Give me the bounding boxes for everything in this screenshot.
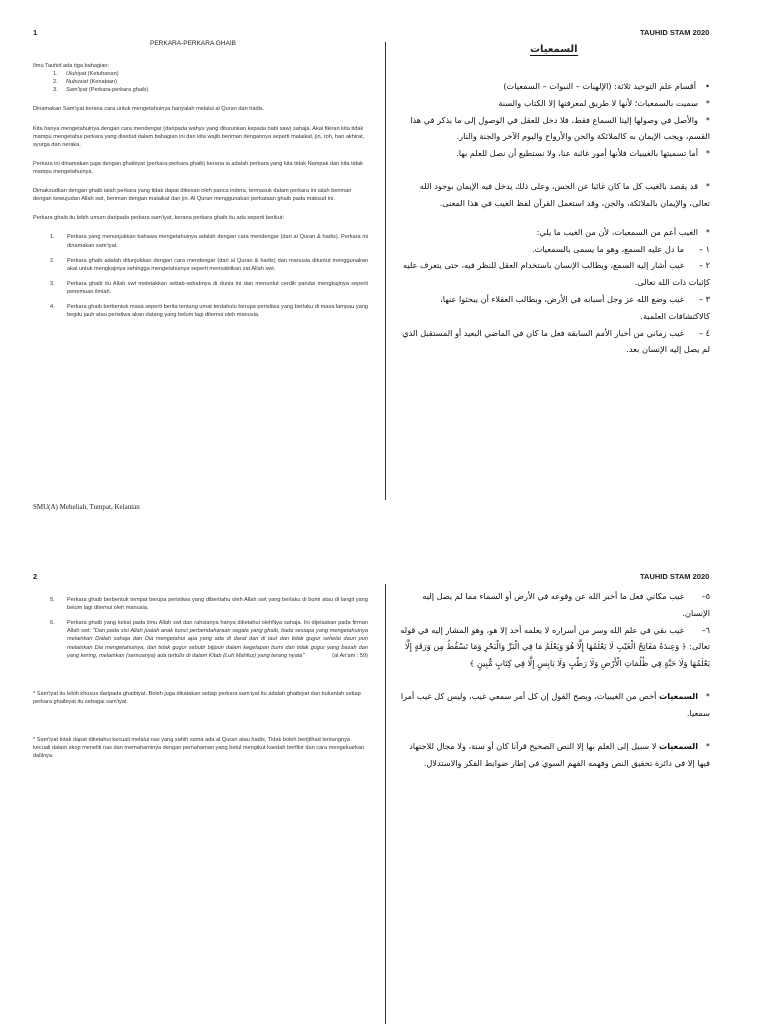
- paragraph: Perkara ghaib itu lebih umum daripada perkara sam'iyat, kerana perkara ghaib itu ada seperti berikut:: [33, 215, 285, 222]
- school-footer: SMU(A) Meheliah, Tumpat, Kelantan: [33, 503, 140, 511]
- arabic-column: [400, 588, 710, 771]
- arabic-item: *سميت بالسمعيات؛ لأنها لا طريق لمعرفتها إلا الكتاب والسنة: [498, 97, 710, 108]
- paragraph: Dimaksudkan dengan ghaib ialah perkara yang tidak dapat dikesan oleh panca indera, termasuk dalam perkara ini ialah beriman dengan kewujudan Allah swt, beriman dengan malaikat dan jin. Al Quran menggunakan perkataan ghaib pada maksud ini.: [33, 188, 352, 203]
- verse-reference: (al An'am : 59): [332, 652, 368, 659]
- arabic-item: ٤ –غيب زماني من أخبار الأمم السابقة فعل ما كان في الماضي البعيد أو المستقبل الذي لم يصل إليه الإنسان بعد.: [402, 327, 710, 355]
- list-item: 3. Sam'iyat (Perkara-perkara ghaib): [53, 87, 149, 94]
- arabic-item: *قد يقصد بالغيب كل ما كان غائبا عن الحس، وعلى ذلك يدخل فيه الإيمان بوجود الله تعالى، والإيمان بالملائكة، والجن، وقد استعمل القرآن لفظ الغيب في هذا المعنى.: [419, 181, 710, 208]
- parts-list: [33, 70, 368, 94]
- arabic-item: *أما تسميتها بالغيبيات فلأنها أمور غائبة عنا، ولا نستطيع أن نصل للعلم بها.: [456, 148, 710, 159]
- arabic-column: [400, 78, 710, 358]
- paragraph: Perkara ini dinamakan juga dengan ghaibiyat (perkara-perkara ghaib) kerana ia adalah perkara yang kita tidak Nampak dan kita tidak mampu mengetahuinya.: [33, 160, 363, 175]
- header-title: TAUHID STAM 2020: [640, 28, 710, 37]
- left-column: [33, 596, 368, 760]
- page-title: PERKARA-PERKARA GHAIB: [150, 40, 236, 47]
- list-item: 3. Perkara ghaib itu Allah swt meletakkan sebab-sebabnya di dunia ini dan menuntut cerdik pandai mengkajinya seperti penemuan ilmiah.: [50, 280, 368, 295]
- intro-text: Ilmu Tauhid ada tiga bahagian:: [33, 63, 110, 69]
- arabic-item: *السمعيات أخص من الغيبيات، ويصح القول إن كل أمر سمعي غيب، وليس كل غيب أمرا سمعيا.: [400, 691, 710, 718]
- arabic-item: *الغيب أعم من السمعيات، لأن من الغيب ما يلي:: [536, 226, 710, 237]
- arabic-item: ٥–غيب مكاني فعل ما أخبر الله عن وقوعه في الأرض أو السماء مما لم يصل إليه الإنسان.: [422, 591, 710, 618]
- arabic-item: ١ –ما دل عليه السمع، وهو ما يسمى بالسمعيات.: [531, 243, 710, 254]
- note: * Sam'iyat itu lebih khusus daripada ghaibiyat. Boleh juga dikatakan setiap perkara sam'iyat itu adalah ghaibiyat dan bukanlah setiap perkara ghaibiyat itu sebagai sam'iyat.: [33, 690, 361, 705]
- left-column: [33, 62, 368, 326]
- page-number: 2: [33, 572, 38, 581]
- paragraph: Dinamakan Sam'iyat kerana cara untuk mengetahuinya hanyalah melalui al Quran dan hadis.: [33, 106, 265, 113]
- quran-translation: "Dan pada sisi Allah jualah anak kunci perbendaharaan segala yang ghaib, tiada sesiapa yang mengetahuinya melainkan Dialah sahaja dan Dia mengetahui apa yang ada di darat dan di laut dan tidak gugur sehelai daun pun melainkan Dia mengetahuinya, dan tidak gugur sebutir bijipun dalam kegelapan bumi dan tidak gugur yang basah dan yang kering, melainkan (semuanya) ada tertulis di dalam Kitab (Luh Mahfuz) yang terang nyata": [67, 628, 368, 659]
- page-number: 1: [33, 28, 38, 37]
- list-item: 1. Perkara yang menunjukkan bahawa mengetahuinya adalah dengan cara mendengar (dari al Quran & hadis). Perkara ini dinamakan sam'iyat.: [50, 234, 368, 249]
- arabic-item: •أقسام علم التوحيد ثلاثة: (الإلهيات – النبوات – السمعيات): [503, 81, 710, 91]
- paragraph: Kita hanya mengetahuinya dengan cara mendengar (daripada wahyu yang diturunkan kepada nabi saw) sahaja. Akal fikiran kita tidak mampu mengetahui perkara yang disebut dalam bahagian ini dan kita wajib beriman dengannya seperti malaikat, jin, roh, hari akhirat, syurga dan neraka.: [33, 125, 365, 148]
- page-2: [0, 512, 768, 1024]
- arabic-item: ٢ –غيب أشار إليه السمع، ويطالب الإنسان باستخدام العقل للنظر فيه، حتى يتعرف عليه كإثبات ذات الله تعالى.: [403, 260, 710, 288]
- column-divider: [385, 584, 386, 1024]
- list-item: 5. Perkara ghaib berbentuk tempat berupa peristiwa yang diberitahu oleh Allah swt yang berlaku di bumi atau di langit yang belum lagi ditemui oleh manusia.: [50, 597, 368, 612]
- note: * Sam'iyat tidak dapat diketahui kecuali melalui nas yang sahih sama ada al Quran atau hadis. Tidak boleh berijtihad tentangnya kecuali dalam skop meneliti nas dan memahaminya dengan pemahaman yang betul mengikut kaedah berfikir dan cara mengeluarkan dalilnya.: [33, 736, 365, 760]
- ghaib-list: [33, 596, 368, 660]
- list-item: 2. Perkara ghaib adalah ditunjukkan dengan cara mendengar (dari al Quran & hadis) dan manusia dituntut menggunakan akal untuk mengkajinya sehingga mengetahuinya seperti mensabitkan zat Allah swt.: [50, 257, 368, 272]
- arabic-item: ٣ –غيب وضع الله عز وجل أسبابه في الأرض، ويطالب العقلاء أن يبحثوا عنها، كالاكتشافات العلمية.: [440, 293, 710, 321]
- header-title: TAUHID STAM 2020: [640, 572, 710, 581]
- list-item: 2. Nubuwat (Kenabian): [53, 79, 118, 86]
- column-divider: [385, 42, 386, 500]
- arabic-title: السمعيات: [530, 44, 578, 55]
- list-item: 6. Perkara ghaib yang kekal pada ilmu Allah swt dan rahsianya hanya diketahui olehNya sahaja. Ini dijelaskan pada firman Allah swt: "Dan pada sisi Allah jualah anak kunci perbendaharaan segala yang ghaib, tiada sesiapa yang mengetahuinya melainkan Dialah sahaja dan Dia mengetahui apa yang ada di darat dan di laut dan tidak gugur sehelai daun pun melainkan Dia mengetahuinya, dan tidak gugur sebutir bijipun dalam kegelapan bumi dan tidak gugur yang basah dan yang kering, melainkan (semuanya) ada tertulis di dalam Kitab (Luh Mahfuz) yang terang nyata" (al An'am : 59): [50, 620, 368, 659]
- ghaib-list: [33, 233, 368, 319]
- arabic-item: *السمعيات لا سبيل إلى العلم بها إلا النص الصحيح قرآنا كان أو سنة، ولا مجال للاجتهاد فيها إلا في دائرة تحقيق النص وفهمه الفهم السوي في إطار ضوابط الفكر والاستدلال.: [409, 740, 710, 768]
- list-item: 4. Perkara ghaib berbentuk masa seperti berita tentang umat terdahulu berupa peristiwa yang berlaku di masa lampau yang begitu jauh atau peristiwa akan datang yang belum lagi ditemui oleh manusia.: [50, 304, 368, 319]
- arabic-item: ٦–غيب بقي في علم الله وسر من أسراره لا يعلمه أحد إلا هو، وهو المشار إليه في قوله تعالى: ﴿ وَعِندَهُ مَفَاتِحُ الْغَيْبِ لَا يَعْلَمُهَا إِلَّا هُوَ وَيَعْلَمُ مَا فِي الْبَرِّ وَالْبَحْرِ وَمَا تَسْقُطُ مِن وَرَقَةٍ إِلَّا يَعْلَمُهَا وَلَا حَبَّةٍ فِي ظُلُمَاتِ الْأَرْضِ وَلَا رَطْبٍ وَلَا يَابِسٍ إِلَّا فِي كِتَابٍ مُّبِينٍ ﴾: [400, 624, 710, 669]
- list-item: 1. Uluhiyat (Ketuhanan): [53, 71, 119, 78]
- arabic-item: *والأصل في وصولها إلينا السماع فقط، فلا دخل للعقل في الوصول إلى ما يذكر في هذا القسم، ويجب الإيمان به كالملائكة والجن والأرواح واليوم الآخر والجنة والنار.: [410, 114, 710, 142]
